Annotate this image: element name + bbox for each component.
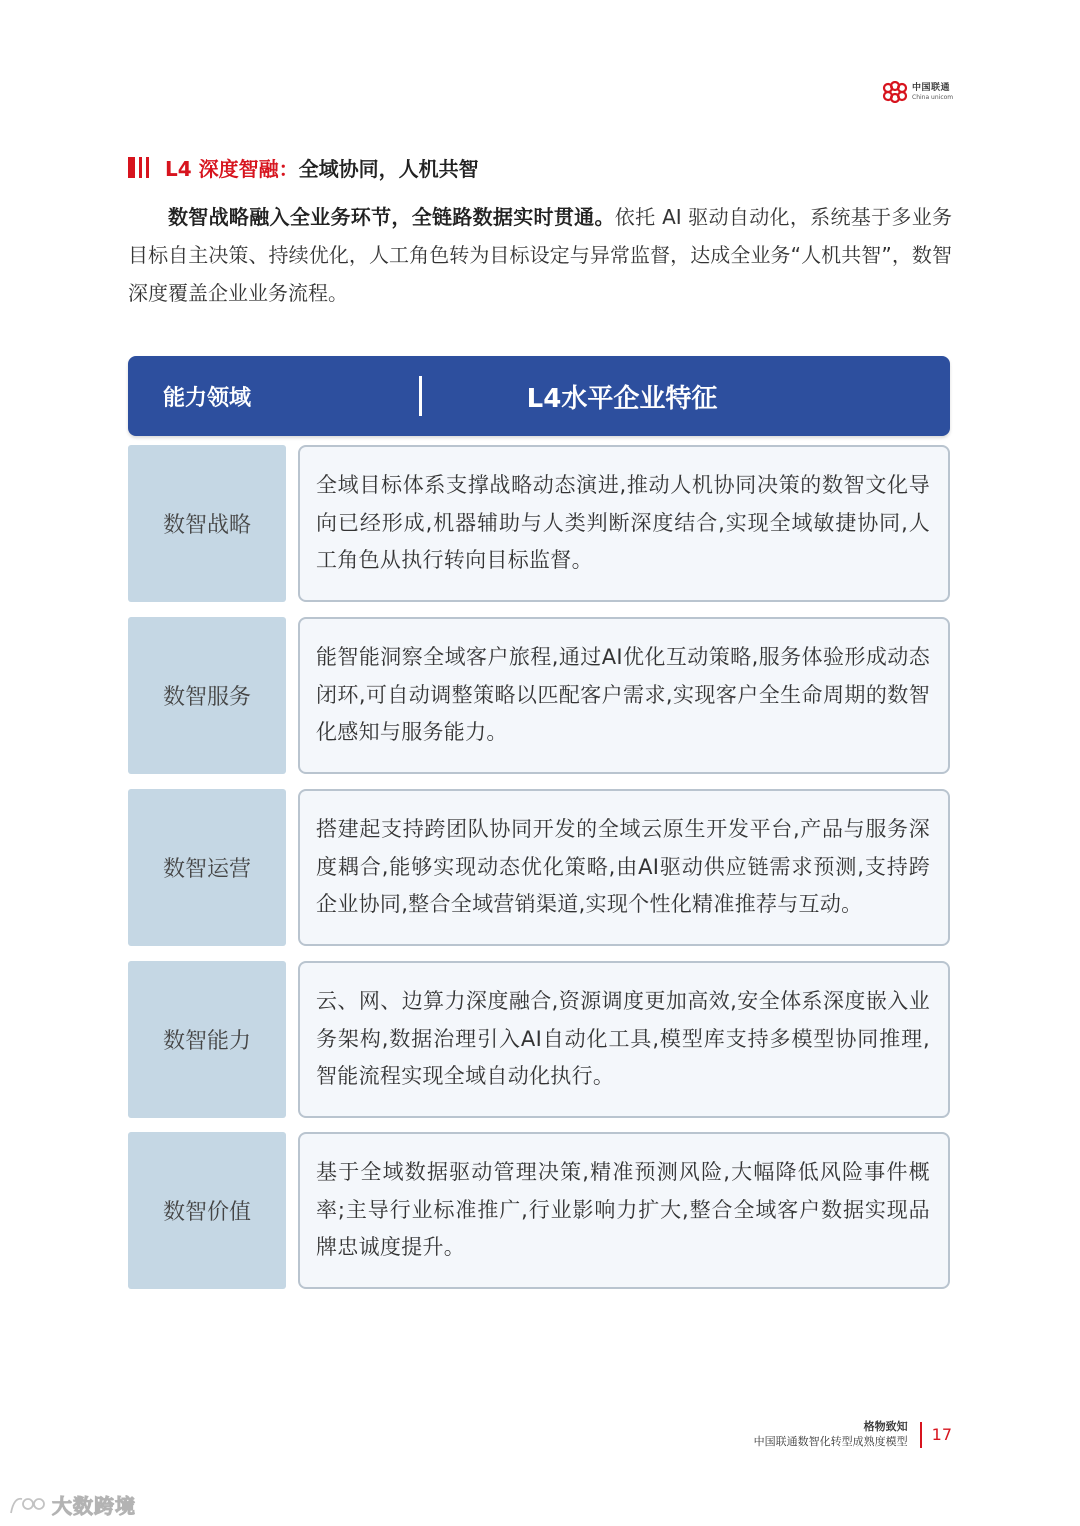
row-label: 数智能力 — [128, 961, 286, 1118]
row-label: 数智服务 — [128, 617, 286, 774]
section-title-bars-icon — [128, 157, 153, 178]
watermark-logo-icon — [8, 1493, 48, 1517]
intro-bold: 数智战略融入全业务环节，全链路数据实时贯通。 — [168, 205, 615, 229]
row-desc-box — [298, 1132, 950, 1289]
table-row — [128, 445, 950, 602]
section-title-main: 全域协同，人机共智 — [298, 156, 479, 181]
table-row — [128, 617, 950, 774]
section-title — [128, 152, 479, 182]
table-row — [128, 789, 950, 946]
row-label: 数智战略 — [128, 445, 286, 602]
footer-divider — [920, 1422, 922, 1448]
intro-paragraph — [128, 198, 952, 312]
row-desc: 全域目标体系支撑战略动态演进,推动人机协同决策的数智文化导向已经形成,机器辅助与人类判断深度结合,实现全域敏捷协同,人工角色从执行转向目标监督。 — [316, 473, 930, 573]
row-desc-box — [298, 617, 950, 774]
table-header-right: L4水平企业特征 — [526, 383, 718, 414]
row-desc: 搭建起支持跨团队协同开发的全域云原生开发平台,产品与服务深度耦合,能够实现动态优化策略,由AI驱动供应链需求预测,支持跨企业协同,整合全域营销渠道,实现个性化精准推荐与互动。 — [316, 817, 930, 917]
row-desc: 基于全域数据驱动管理决策,精准预测风险,大幅降低风险事件概率;主导行业标准推广,行业影响力扩大,整合全域客户数据实现品牌忠诚度提升。 — [316, 1160, 930, 1260]
china-unicom-logo — [882, 80, 953, 104]
table-row — [128, 961, 950, 1118]
row-desc: 能智能洞察全域客户旅程,通过AI优化互动策略,服务体验形成动态闭环,可自动调整策略以匹配客户需求,实现客户全生命周期的数智化感知与服务能力。 — [316, 645, 930, 745]
footer-subtitle: 中国联通数智化转型成熟度模型 — [753, 1434, 908, 1448]
row-label: 数智运营 — [128, 789, 286, 946]
row-desc-box — [298, 961, 950, 1118]
row-desc-box — [298, 445, 950, 602]
logo-name-en: China unicom — [912, 93, 954, 101]
section-title-prefix: L4 深度智融： — [165, 156, 299, 181]
row-desc: 云、网、边算力深度融合,资源调度更加高效,安全体系深度嵌入业务架构,数据治理引入AI自动化工具,模型库支持多模型协同推理,智能流程实现全域自动化执行。 — [316, 989, 930, 1089]
row-label: 数智价值 — [128, 1132, 286, 1289]
page-number: 17 — [931, 1425, 952, 1445]
watermark-text: 大数跨境 — [52, 1494, 136, 1518]
table-row — [128, 1132, 950, 1289]
intro-text: 依托 AI 驱动自动化，系统基于多业务目标自主决策、持续优化，人工角色转为目标设定与异常监督，达成全业务“人机共智”，数智深度覆盖企业业务流程。 — [128, 205, 953, 305]
page-footer — [754, 1420, 952, 1450]
table-header — [128, 356, 950, 436]
china-unicom-knot-logo-icon — [882, 81, 908, 103]
logo-name-cn: 中国联通 — [912, 82, 951, 93]
table-header-left: 能力领域 — [162, 385, 251, 411]
watermark — [8, 1490, 136, 1519]
footer-title: 格物致知 — [863, 1420, 908, 1433]
row-desc-box — [298, 789, 950, 946]
